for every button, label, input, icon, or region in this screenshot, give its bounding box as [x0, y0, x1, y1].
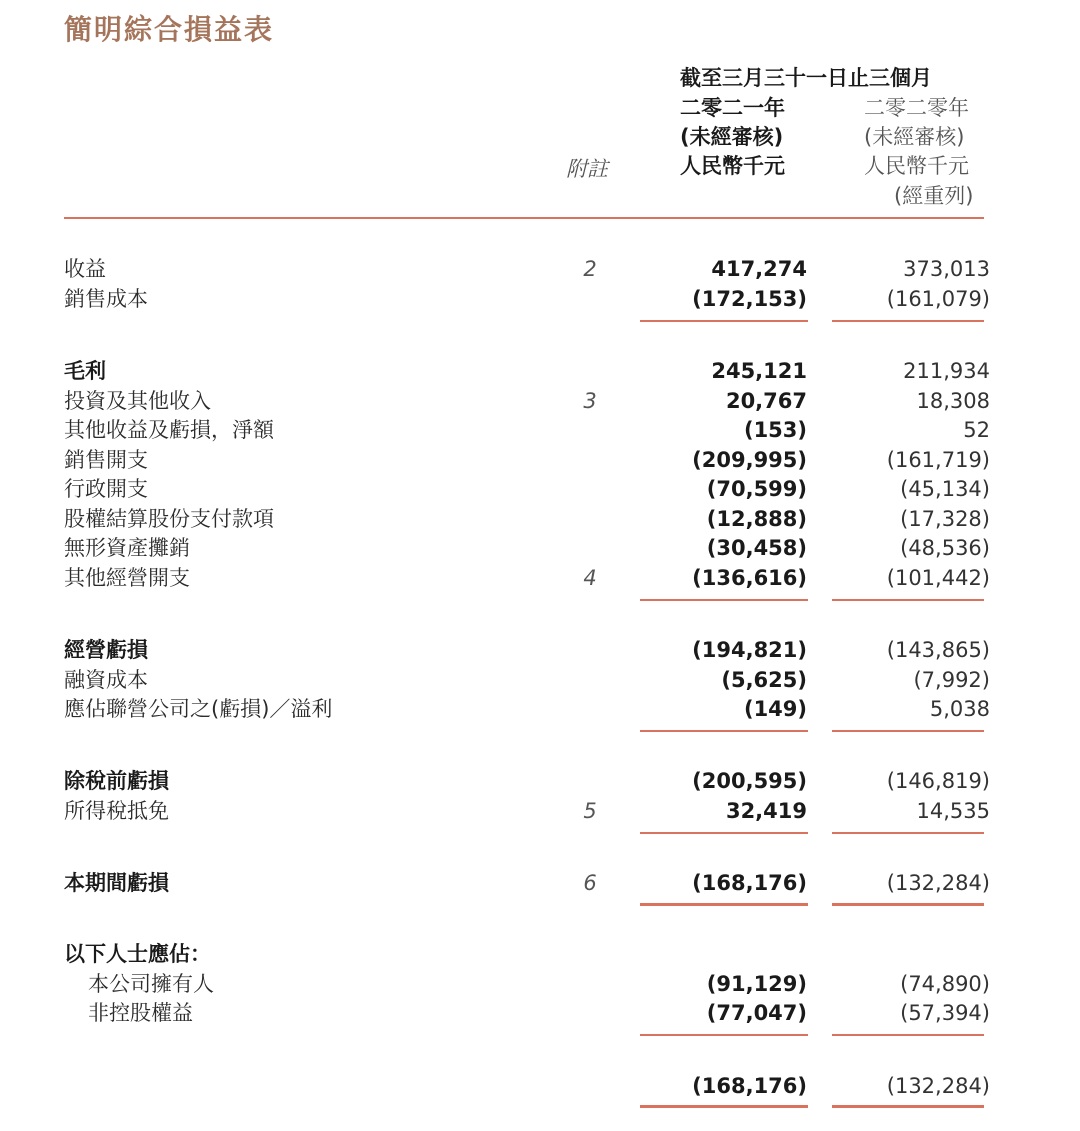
- row-value-2020: 52: [963, 418, 990, 442]
- subtotal-rule: [640, 730, 808, 732]
- row-value-2020: (132,284): [886, 871, 990, 895]
- table-row: [0, 533, 1080, 563]
- col1-unit: 人民幣千元: [680, 154, 785, 178]
- table-row: [0, 563, 1080, 593]
- table-row: [0, 504, 1080, 534]
- row-value-2021: (168,176): [692, 1074, 807, 1098]
- subtotal-rule: [640, 599, 808, 601]
- row-note: 4: [583, 566, 597, 590]
- row-label: 其他經營開支: [64, 566, 190, 590]
- row-label: 行政開支: [64, 477, 148, 501]
- col2-restated: (經重列): [894, 184, 974, 208]
- col2-audit: (未經審核): [864, 125, 965, 149]
- row-value-2020: (101,442): [886, 566, 990, 590]
- row-value-2020: (143,865): [886, 638, 990, 662]
- row-label: 投資及其他收入: [64, 389, 211, 413]
- table-row: [0, 386, 1080, 416]
- total-rule: [832, 1105, 984, 1108]
- table-row: [0, 939, 1080, 969]
- row-value-2020: (7,992): [913, 668, 990, 692]
- row-label: 應佔聯營公司之(虧損)／溢利: [64, 697, 333, 721]
- row-value-2020: (132,284): [886, 1074, 990, 1098]
- table-row: [0, 284, 1080, 314]
- table-row: [0, 254, 1080, 284]
- row-value-2020: (57,394): [900, 1001, 990, 1025]
- table-row: [0, 969, 1080, 999]
- row-label: 其他收益及虧損，淨額: [64, 418, 274, 442]
- row-value-2020: (161,719): [886, 448, 990, 472]
- row-note: 2: [583, 257, 597, 281]
- row-value-2021: 32,419: [725, 799, 807, 823]
- table-row: [0, 766, 1080, 796]
- row-value-2020: 373,013: [903, 257, 990, 281]
- table-row: [0, 635, 1080, 665]
- total-rule: [640, 903, 808, 906]
- table-row: [0, 868, 1080, 898]
- row-value-2020: (48,536): [900, 536, 990, 560]
- row-value-2020: (45,134): [900, 477, 990, 501]
- row-value-2020: (17,328): [900, 507, 990, 531]
- table-row: [0, 474, 1080, 504]
- table-row: [0, 356, 1080, 386]
- row-value-2021: 20,767: [725, 389, 807, 413]
- row-value-2021: (149): [743, 697, 807, 721]
- row-label: 收益: [64, 257, 106, 281]
- total-rule: [832, 903, 984, 906]
- row-label: 非控股權益: [88, 1001, 193, 1025]
- statement-title: 簡明綜合損益表: [64, 13, 275, 46]
- col1-audit: (未經審核): [680, 125, 784, 149]
- table-row: [0, 415, 1080, 445]
- row-note: 3: [583, 389, 597, 413]
- row-value-2021: 417,274: [711, 257, 807, 281]
- row-note: 5: [583, 799, 597, 823]
- col2-year: 二零二零年: [864, 96, 969, 120]
- subtotal-rule: [832, 832, 984, 834]
- row-note: 6: [583, 871, 597, 895]
- subtotal-rule: [640, 320, 808, 322]
- subtotal-rule: [832, 599, 984, 601]
- subtotal-rule: [832, 1034, 984, 1036]
- col2-unit: 人民幣千元: [864, 154, 969, 178]
- row-label: 所得稅抵免: [64, 799, 169, 823]
- row-value-2021: (5,625): [721, 668, 807, 692]
- row-label: 融資成本: [64, 668, 148, 692]
- subtotal-rule: [640, 1034, 808, 1036]
- subtotal-rule: [832, 320, 984, 322]
- note-column-header: 附註: [566, 157, 608, 181]
- table-row: [0, 665, 1080, 695]
- row-value-2020: (161,079): [886, 287, 990, 311]
- row-value-2021: (194,821): [692, 638, 807, 662]
- row-label: 本期間虧損: [64, 871, 169, 895]
- row-label: 以下人士應佔：: [64, 942, 211, 966]
- header-divider: [64, 217, 984, 219]
- row-value-2021: (70,599): [706, 477, 807, 501]
- row-value-2021: (12,888): [706, 507, 807, 531]
- period-header: 截至三月三十一日止三個月: [680, 66, 932, 90]
- row-label: 毛利: [64, 359, 106, 383]
- row-value-2020: (74,890): [900, 972, 990, 996]
- row-label: 股權結算股份支付款項: [64, 507, 274, 531]
- row-value-2021: (168,176): [692, 871, 807, 895]
- col1-year: 二零二一年: [680, 96, 785, 120]
- table-row: [0, 998, 1080, 1028]
- row-label: 本公司擁有人: [88, 972, 214, 996]
- row-value-2021: 245,121: [711, 359, 807, 383]
- row-value-2021: (200,595): [692, 769, 807, 793]
- table-row: [0, 796, 1080, 826]
- row-value-2021: (136,616): [692, 566, 807, 590]
- row-value-2020: 14,535: [916, 799, 990, 823]
- row-value-2020: 211,934: [903, 359, 990, 383]
- subtotal-rule: [640, 832, 808, 834]
- row-value-2020: (146,819): [886, 769, 990, 793]
- row-label: 無形資產攤銷: [64, 536, 190, 560]
- subtotal-rule: [832, 730, 984, 732]
- row-label: 銷售成本: [64, 287, 148, 311]
- table-row: [0, 694, 1080, 724]
- row-value-2020: 5,038: [929, 697, 990, 721]
- row-value-2021: (30,458): [706, 536, 807, 560]
- row-label: 除稅前虧損: [64, 769, 169, 793]
- table-row: [0, 445, 1080, 475]
- row-value-2021: (172,153): [692, 287, 807, 311]
- row-value-2020: 18,308: [916, 389, 990, 413]
- row-value-2021: (77,047): [706, 1001, 807, 1025]
- row-value-2021: (91,129): [706, 972, 807, 996]
- row-label: 經營虧損: [64, 638, 148, 662]
- row-value-2021: (153): [743, 418, 807, 442]
- row-value-2021: (209,995): [692, 448, 807, 472]
- total-rule: [640, 1105, 808, 1108]
- row-label: 銷售開支: [64, 448, 148, 472]
- table-row: [0, 1071, 1080, 1101]
